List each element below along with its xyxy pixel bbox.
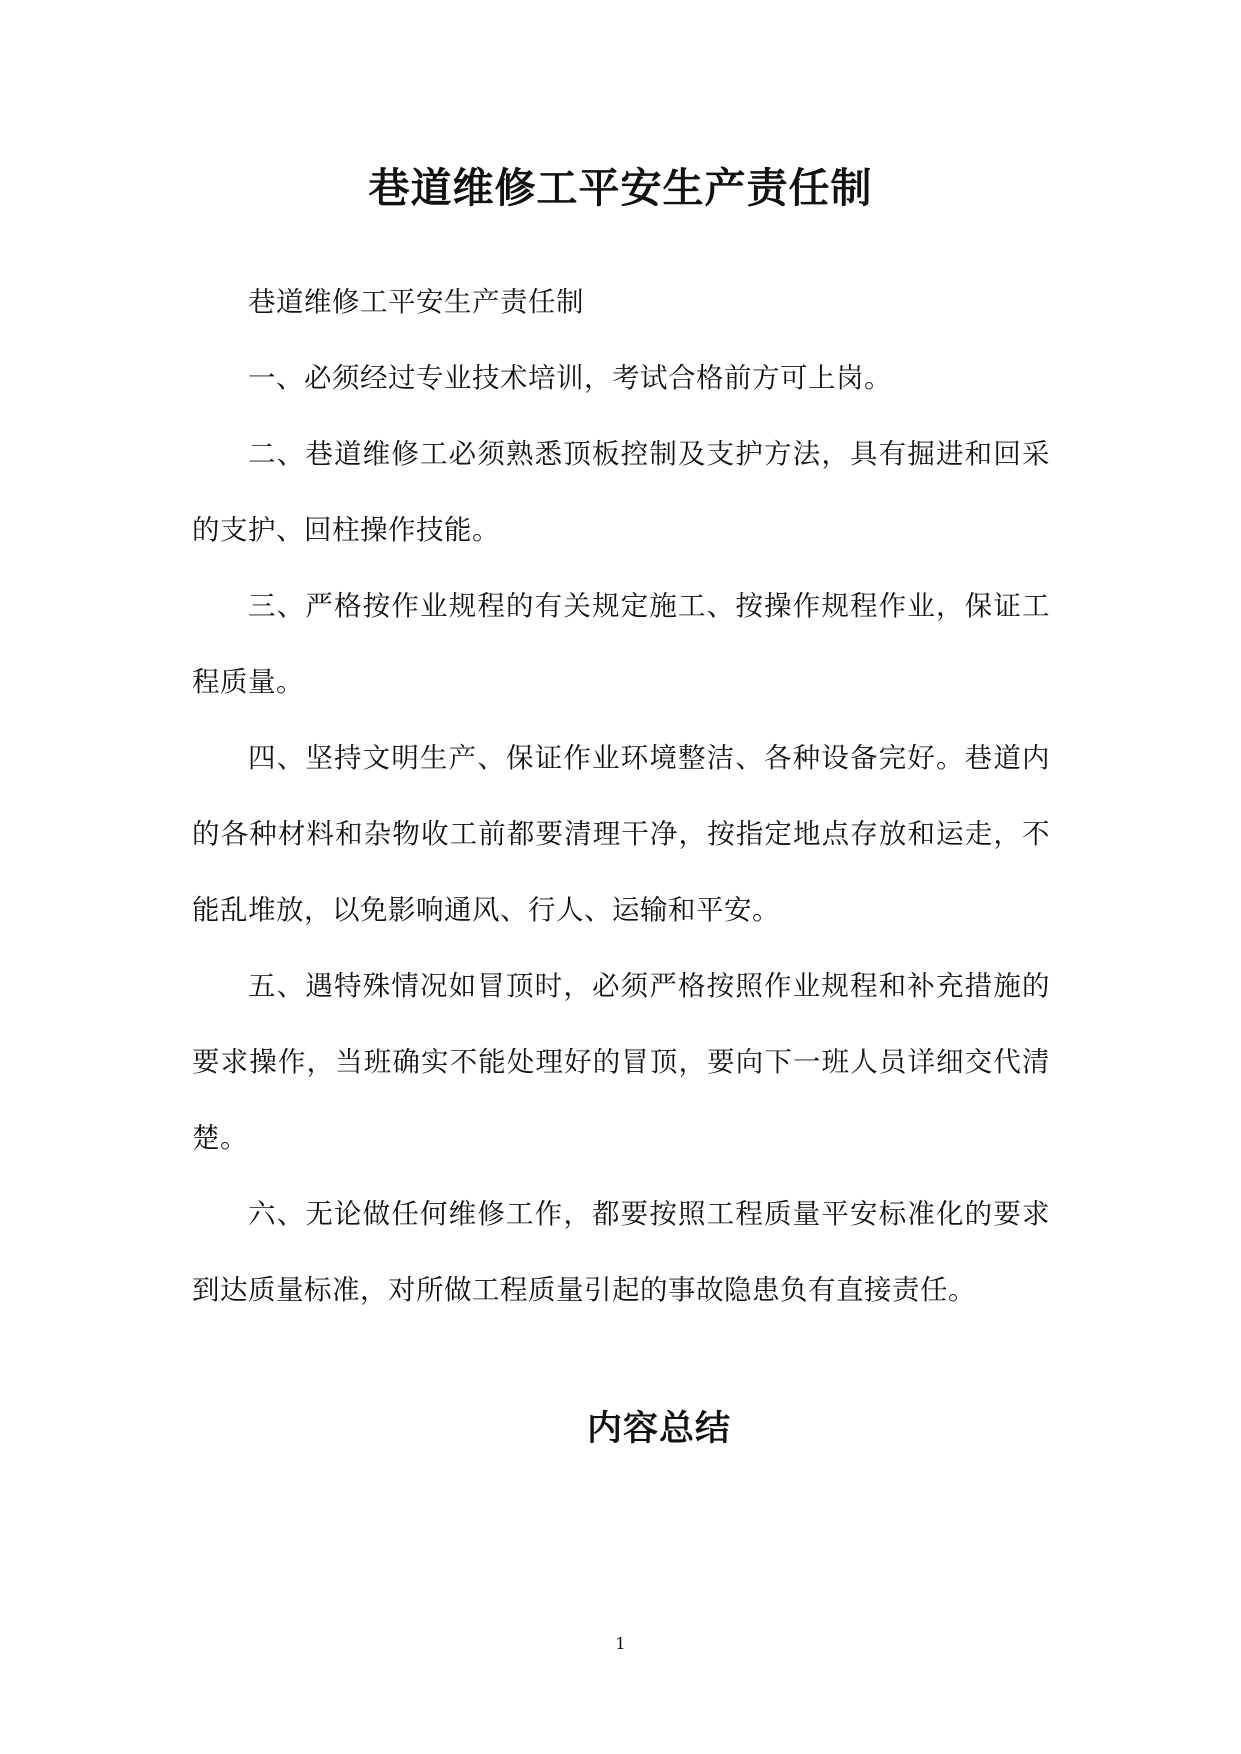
summary-section-title: 内容总结 [586,1408,731,1449]
paragraph-item-1: 一、必须经过专业技术培训，考试合格前方可上岗。 [248,362,892,394]
document-title: 巷道维修工平安生产责任制 [368,164,873,212]
document-body [192,264,1050,1328]
paragraph-heading: 巷道维修工平安生产责任制 [248,286,584,318]
page-number: 1 [615,1634,626,1653]
paragraph-item-2: 二、巷道维修工必须熟悉顶板控制及支护方法，具有掘进和回采的支护、回柱操作技能。 [192,438,1050,546]
paragraph-item-3: 三、严格按作业规程的有关规定施工、按操作规程作业，保证工程质量。 [192,590,1050,698]
paragraph-item-6: 六、无论做任何维修工作，都要按照工程质量平安标准化的要求到达质量标准，对所做工程质量引起的事故隐患负有直接责任。 [192,1198,1050,1306]
paragraph-item-4: 四、坚持文明生产、保证作业环境整洁、各种设备完好。巷道内的各种材料和杂物收工前都要清理干净，按指定地点存放和运走，不能乱堆放，以免影响通风、行人、运输和平安。 [192,742,1050,926]
paragraph-item-5: 五、遇特殊情况如冒顶时，必须严格按照作业规程和补充措施的要求操作，当班确实不能处理好的冒顶，要向下一班人员详细交代清楚。 [192,970,1050,1154]
